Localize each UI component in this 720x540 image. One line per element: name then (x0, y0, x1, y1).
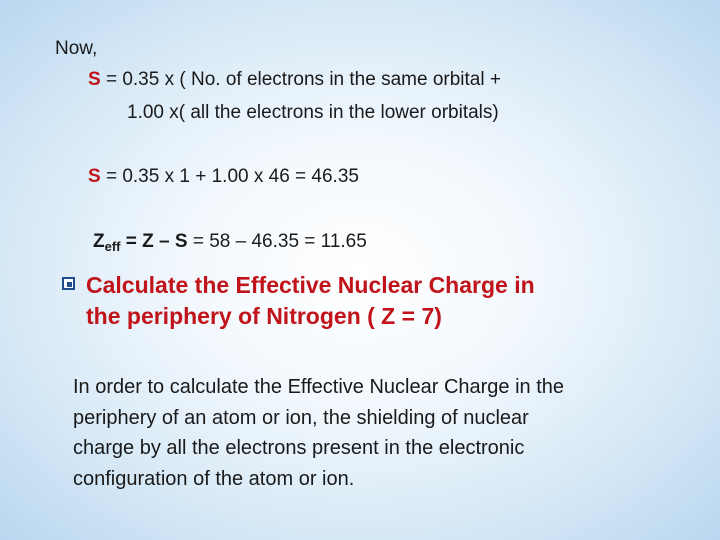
s-symbol: S (88, 69, 101, 90)
formula-1-line-1 (88, 69, 501, 91)
bullet-line-1: Calculate the Effective Nuclear Charge in (86, 272, 535, 298)
formula-1-text: = 0.35 x ( No. of electrons in the same orbital + (100, 69, 501, 90)
square-bullet-icon (62, 277, 75, 290)
paragraph-line-4: configuration of the atom or ion. (73, 467, 355, 490)
formula-1-continuation: 1.00 x( all the electrons in the lower orbitals) (127, 102, 499, 123)
formula-2 (88, 166, 359, 188)
paragraph-line-2: periphery of an atom or ion, the shielding of nuclear (73, 406, 529, 429)
z-symbol: Z (93, 231, 105, 252)
paragraph-line-3: charge by all the electrons present in the electronic (73, 437, 525, 459)
paragraph-line-1: In order to calculate the Effective Nuclear Charge in the (73, 376, 565, 398)
now-label: Now, (55, 38, 98, 59)
bullet-line-2: the periphery of Nitrogen ( Z = 7) (86, 303, 442, 329)
formula-1-line-2 (127, 102, 499, 124)
s-symbol: S (88, 166, 101, 187)
formula-3 (93, 231, 367, 254)
formula-3-result: = 58 – 46.35 = 11.65 (187, 231, 367, 252)
intro-text (55, 38, 97, 60)
explanation-paragraph (73, 372, 693, 494)
z-subscript: eff (104, 239, 121, 254)
formula-2-text: = 0.35 x 1 + 1.00 x 46 = 46.35 (100, 166, 359, 187)
bullet-heading (62, 270, 702, 332)
bullet-heading-text (86, 270, 702, 332)
z-minus-s: = Z – S (120, 231, 188, 252)
